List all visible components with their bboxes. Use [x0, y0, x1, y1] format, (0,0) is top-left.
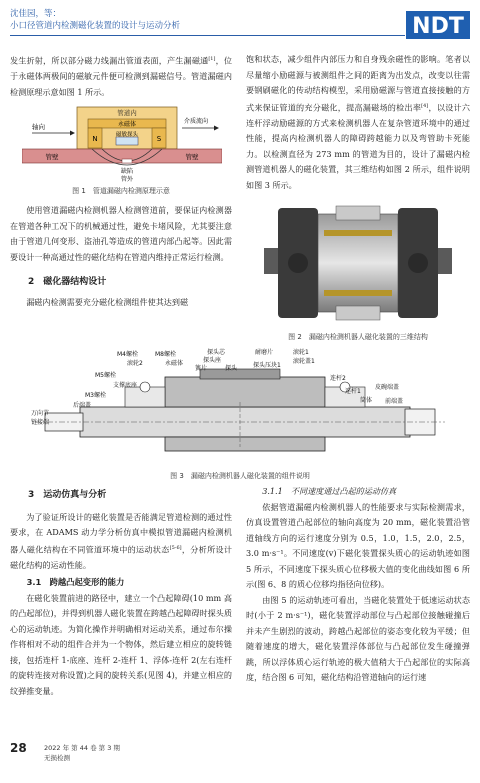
svg-text:轴向: 轴向 [32, 123, 45, 131]
svg-text:M5螺栓: M5螺栓 [95, 372, 116, 379]
svg-text:探头芯: 探头芯 [207, 349, 226, 356]
section-2-heading: 2 磁化器结构设计 [28, 277, 107, 287]
page-header [10, 7, 470, 47]
section-3-1-1-heading: 3.1.1 不同速度通过凸起的运动仿真 [262, 486, 397, 496]
svg-text:管外: 管外 [120, 176, 134, 183]
journal-name: 无损检测 [44, 754, 70, 762]
svg-text:磁敏探头: 磁敏探头 [115, 132, 139, 138]
journal-info [44, 743, 120, 763]
svg-text:滚轮1: 滚轮1 [293, 349, 309, 356]
svg-text:后端盖: 后端盖 [73, 402, 92, 409]
svg-text:管壁: 管壁 [45, 153, 59, 161]
svg-text:连杆1: 连杆1 [345, 388, 361, 395]
svg-text:M4螺栓: M4螺栓 [117, 351, 138, 358]
figure-1-diagram [22, 103, 222, 183]
section-3-1-heading: 3.1 跨越凸起变形的能力 [26, 577, 125, 588]
running-title: 小口径管道内检测磁化装置的设计与运动分析 [10, 21, 181, 31]
figure-2-caption: 图 2 漏磁内检测机器人磁化装置的三维结构 [288, 333, 428, 341]
svg-text:前端盖: 前端盖 [385, 398, 404, 405]
svg-text:探头: 探头 [225, 365, 238, 372]
svg-text:连杆2: 连杆2 [330, 375, 346, 382]
left-column-mid [10, 203, 232, 310]
figure-3-diagram [25, 347, 455, 467]
svg-text:簧片: 簧片 [195, 365, 208, 372]
svg-text:滚轮盖1: 滚轮盖1 [293, 358, 315, 365]
svg-text:永磁体: 永磁体 [117, 121, 137, 128]
paragraph-text: ，分析所设计磁化结构的运动性能。 [10, 544, 232, 570]
paragraph-text: 发生折射，所以部分磁力线漏出管道表面，产生漏磁通 [10, 55, 209, 66]
left-column-bottom [10, 488, 232, 699]
right-column-top [246, 52, 470, 193]
svg-text:M3螺栓: M3螺栓 [85, 392, 106, 399]
figure-3-caption: 图 3 漏磁内检测机器人磁化装置的组件说明 [170, 472, 310, 480]
citation: [4] [421, 102, 429, 109]
svg-text:管道内: 管道内 [117, 109, 137, 117]
left-column-top [10, 52, 232, 100]
svg-text:皮碗端盖: 皮碗端盖 [375, 384, 400, 391]
svg-text:永磁体: 永磁体 [165, 360, 184, 367]
svg-text:NDT: NDT [412, 14, 464, 39]
paragraph-text: 漏磁内检测需要充分磁化检测组件使其达到磁 [26, 296, 189, 307]
paragraph-text: 在磁化装置前进的路径中，建立一个凸起障碍(10 mm 高的凸起部位)，并得到机器人磁化装置在跨越凸起障碍时探头质心的运动轨迹。为简化操作并明确相对运动关系，通过布尔操作将相对不动的组件合并为一个物体，然后建立相应的旋转链接，包括连杆 1-底座、连杆 2-连杆 1、浮体-连杆 2(左右连杆的旋转连接对称设置)之间的旋转关系(见图 4)，并建立相应的纹弹推变量。 [10, 592, 232, 696]
figure-2-render [258, 200, 458, 325]
svg-text:管壁: 管壁 [185, 153, 199, 161]
svg-text:滚轮2: 滚轮2 [127, 360, 143, 367]
svg-text:N: N [92, 135, 98, 143]
citation: [5-6] [169, 544, 182, 551]
svg-text:介质流向: 介质流向 [184, 118, 209, 125]
svg-text:S: S [156, 135, 162, 143]
svg-text:万向节: 万向节 [31, 410, 50, 417]
page-number: 28 [10, 741, 27, 755]
svg-text:耐磨片: 耐磨片 [255, 349, 274, 356]
svg-text:探头座: 探头座 [203, 357, 222, 364]
paragraph-text: 使用管道漏磁内检测机器人检测管道前，要保证内检测器在管道各种工况下的机械通过性，避免卡堵风险，尤其要注意由于管道几何变形、盗油孔等造成的管道内部凸起等。因此需要设计一种高通过性的磁化结构在管道内维持正常运行检测。 [10, 205, 232, 262]
svg-text:链接端: 链接端 [31, 419, 50, 426]
issue-line: 2022 年 第 44 卷 第 3 期 [44, 744, 120, 752]
svg-text:支撑底座: 支撑底座 [113, 382, 138, 389]
paragraph-text: ，以设计六连杆浮动励磁源的方式来检测机器人在复杂管道环境中的通过性能，提高内检测机器人的障碍跨越能力以及弯管助卡死能力。以检测直径为 273 mm 的管道为目的，设计了漏磁内检测管道机器人的磁化装置，其三维结构如图 2 所示，组件说明如图 3 所示。 [246, 102, 470, 190]
svg-text:M8螺栓: M8螺栓 [155, 351, 176, 358]
svg-text:探头压块1: 探头压块1 [253, 362, 281, 369]
paragraph-text: 依据管道漏磁内检测机器人的性能要求与实际检测需求，仿真设置管道凸起部位的轴向高度为 20 mm，磁化装置沿管道轴线方向的运行速度分别为 0.5，1.0，1.5，2.0，2.5，3.0 m·s⁻¹。不同速度(v)下磁化装置探头质心的运动轨迹如图 5 所示，不同速度下探头质心位移极大值的变化曲线如图 6 所示(图 6、8 的质心位移均指径向位移)。 [246, 501, 470, 589]
journal-logo [406, 7, 470, 43]
citation: [1] [208, 56, 216, 62]
svg-text:筒体: 筒体 [360, 397, 373, 404]
running-authors: 沈佳园，等： [10, 9, 62, 19]
paragraph-text: 为了验证所设计的磁化装置是否能满足管道检测的通过性要求，在 ADAMS 动力学分析仿真中模拟管道漏磁内检测机器人磁化结构在不同管道环境中的运动状态 [10, 511, 232, 555]
header-rule [10, 35, 405, 36]
right-column-bottom [246, 484, 470, 686]
figure-1-caption: 图 1 管道漏磁内检测原理示意 [72, 187, 170, 195]
paragraph-text: 由图 5 的运动轨迹可看出，当磁化装置处于低速运动状态时(小于 2 m·s⁻¹)，磁化装置浮动部位与凸起部位接触碰撞后并未产生剧烈的波动，跨越凸起部位的姿态变化较为平缓；但随着速度的增大，磁化装置浮体部位与凸起部位发生碰撞弹跳，所以浮体质心运行轨迹的极大值稍大于凸起部位的实际高度，结合图 6 可知，磁化结构沿管道轴向的运行速 [246, 594, 470, 682]
section-3-heading: 3 运动仿真与分析 [28, 490, 107, 500]
paragraph-text: ，位于永磁体两极间的磁敏元件便可检测到漏磁信号。管道漏磁内检测原理示意如图 1 所示。 [10, 55, 232, 97]
svg-text:缺陷: 缺陷 [120, 168, 134, 175]
paragraph-text: 饱和状态，减少组件内部压力和自身残余磁性的影响。笔者以尽量缩小励磁源与被测组件之间的距离为出发点，改变以往需要钢刷磁化的传动结构模型，采用励磁源与管道直接接触的方式来保证管道的充分磁化，提高漏磁场的检出率 [246, 54, 470, 113]
